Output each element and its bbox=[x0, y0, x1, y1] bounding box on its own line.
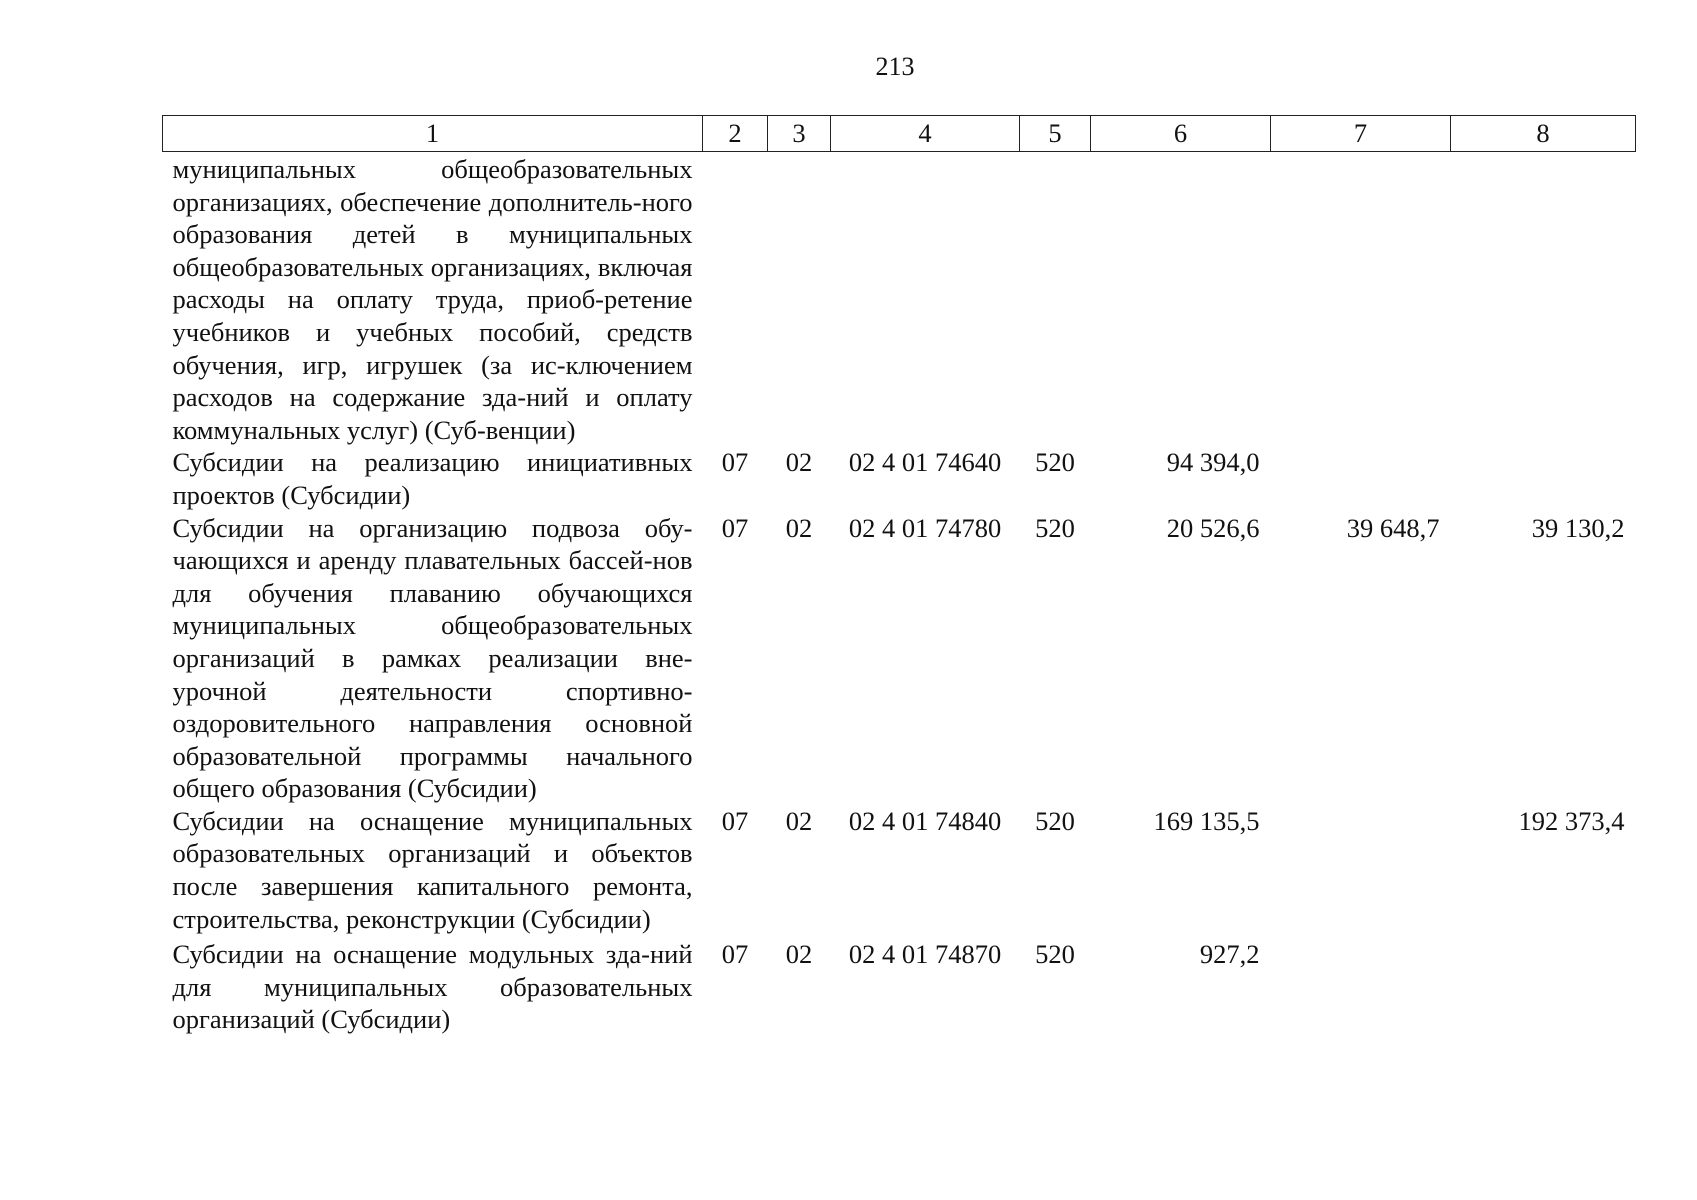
column-number-header-row bbox=[163, 116, 1636, 152]
row-amount-col7 bbox=[1271, 152, 1451, 447]
table-row bbox=[163, 512, 1636, 805]
column-header-6: 6 bbox=[1091, 116, 1271, 152]
table-row bbox=[163, 805, 1636, 935]
row-section: 07 bbox=[721, 447, 749, 478]
row-target-article: 02 4 01 74840 bbox=[848, 805, 1002, 836]
row-amount-col7 bbox=[1271, 805, 1451, 935]
row-description: Субсидии на организацию подвоза обу-чающихся и аренду плавательных бассей-нов для обучения плаванию обучающихся муниципальных общеобразовательных организаций в рамках реализации вне-урочной деятельности спортивно-оздоровительного направления основной образовательной программы начального общего образования (Субсидии) bbox=[172, 512, 693, 804]
row-section bbox=[703, 152, 768, 447]
row-amount-col8: 192 373,4 bbox=[1518, 805, 1625, 836]
page-number: 213 bbox=[875, 52, 915, 81]
table-row bbox=[163, 935, 1636, 1036]
row-section: 07 bbox=[721, 939, 749, 970]
column-header-3: 3 bbox=[768, 116, 831, 152]
column-header-7: 7 bbox=[1271, 116, 1451, 152]
row-expense-type bbox=[1020, 152, 1091, 447]
row-amount-col8 bbox=[1451, 935, 1636, 1036]
row-description: Субсидии на реализацию инициативных проектов (Субсидии) bbox=[172, 447, 693, 510]
row-amount-col6: 94 394,0 bbox=[1166, 447, 1260, 478]
row-target-article: 02 4 01 74780 bbox=[848, 512, 1002, 543]
row-subsection bbox=[768, 152, 831, 447]
row-subsection: 02 bbox=[785, 939, 813, 970]
row-amount-col7 bbox=[1271, 935, 1451, 1036]
row-amount-col6: 169 135,5 bbox=[1153, 805, 1260, 836]
row-amount-col8 bbox=[1451, 446, 1636, 511]
row-amount-col7: 39 648,7 bbox=[1346, 512, 1440, 543]
row-amount-col6: 20 526,6 bbox=[1166, 512, 1260, 543]
row-amount-col8 bbox=[1451, 152, 1636, 447]
row-amount-col6: 927,2 bbox=[1199, 939, 1260, 970]
row-amount-col6 bbox=[1091, 152, 1271, 447]
column-header-1: 1 bbox=[163, 116, 703, 152]
row-description: Субсидии на оснащение муниципальных образовательных организаций и объектов после завершения капитального ремонта, строительства, реконструкции (Субсидии) bbox=[172, 805, 693, 934]
table-row bbox=[163, 152, 1636, 447]
row-target-article: 02 4 01 74640 bbox=[848, 447, 1002, 478]
budget-table bbox=[162, 115, 1636, 1036]
row-description: Субсидии на оснащение модульных зда-ний для муниципальных образовательных организаций (Субсидии) bbox=[172, 939, 693, 1035]
row-expense-type: 520 bbox=[1035, 805, 1075, 836]
row-subsection: 02 bbox=[785, 447, 813, 478]
row-section: 07 bbox=[721, 512, 749, 543]
column-header-5: 5 bbox=[1020, 116, 1091, 152]
row-subsection: 02 bbox=[785, 512, 813, 543]
row-description: муниципальных общеобразовательных организациях, обеспечение дополнитель-ного образования детей в муниципальных общеобразовательных организациях, включая расходы на оплату труда, приоб-ретение учебников и учебных пособий, средств обучения, игр, игрушек (за ис-ключением расходов на содержание зда-ний и оплату коммунальных услуг) (Суб-венции) bbox=[172, 154, 693, 445]
column-header-4: 4 bbox=[831, 116, 1020, 152]
column-header-8: 8 bbox=[1451, 116, 1636, 152]
row-section: 07 bbox=[721, 805, 749, 836]
table-row bbox=[163, 446, 1636, 511]
row-expense-type: 520 bbox=[1035, 447, 1075, 478]
row-target-article: 02 4 01 74870 bbox=[848, 939, 1002, 970]
row-amount-col7 bbox=[1271, 446, 1451, 511]
row-subsection: 02 bbox=[785, 805, 813, 836]
row-amount-col8: 39 130,2 bbox=[1531, 512, 1625, 543]
column-header-2: 2 bbox=[703, 116, 768, 152]
row-target-article bbox=[831, 152, 1020, 447]
row-expense-type: 520 bbox=[1035, 512, 1075, 543]
row-expense-type: 520 bbox=[1035, 939, 1075, 970]
